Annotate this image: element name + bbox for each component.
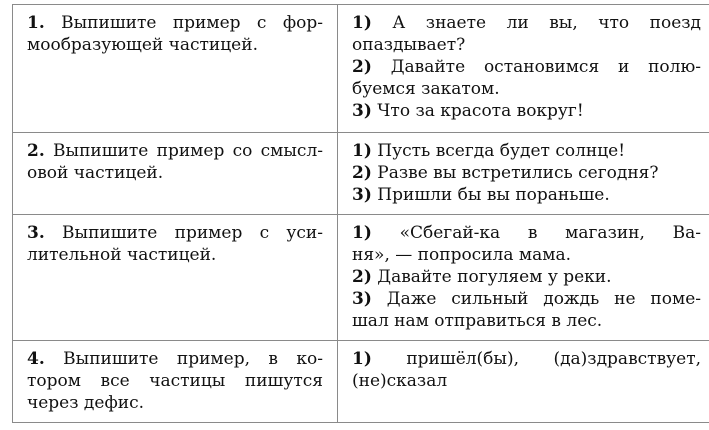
question-line: через дефис. [27,393,145,413]
answer-cell [338,5,709,133]
question-line: 1. Выпишите пример с фор- [27,13,323,33]
answer-option: 3) Даже сильный дождь не поме- [352,289,702,309]
answer-option-cont: опаздывает? [352,35,466,55]
answer-cell [338,215,709,341]
answer-option-cont: (не)сказал [352,371,448,391]
answer-option-cont: ня», — попросила мама. [352,245,571,265]
answer-option-cont: шал нам отправиться в лес. [352,311,603,331]
answer-cell [338,133,709,215]
question-cell [13,215,338,341]
answer-option: 3) Что за красота вокруг! [352,101,584,121]
task-row [13,5,709,133]
question-line: тором все частицы пишутся [27,371,323,391]
answer-option: 1) Пусть всегда будет солнце! [352,141,626,161]
answer-option: 3) Пришли бы вы пораньше. [352,185,610,205]
question-line: 3. Выпишите пример с уси- [27,223,324,243]
task-row [13,215,709,341]
task-row [13,341,709,423]
question-line: овой частицей. [27,163,164,183]
answer-option: 1) «Сбегай-ка в магазин, Ва- [352,223,701,243]
question-cell [13,5,338,133]
question-cell [13,341,338,423]
task-table [12,4,709,423]
question-line: лительной частицей. [27,245,217,265]
answer-option: 2) Разве вы встретились сегодня? [352,163,659,183]
answer-option: 2) Давайте остановимся и полю- [352,57,702,77]
answer-option: 2) Давайте погуляем у реки. [352,267,612,287]
task-row [13,133,709,215]
question-number: 1. [27,13,45,33]
question-number: 4. [27,349,45,369]
question-line: мообразующей частицей. [27,35,258,55]
question-cell [13,133,338,215]
question-number: 3. [27,223,45,243]
answer-option-cont: буемся закатом. [352,79,500,99]
answer-cell [338,341,709,423]
question-line: 2. Выпишите пример со смысл- [27,141,323,161]
question-number: 2. [27,141,45,161]
question-line: 4. Выпишите пример, в ко- [27,349,323,369]
answer-option: 1) пришёл(бы), (да)здравствует, [352,349,702,369]
answer-option: 1) А знаете ли вы, что поезд [352,13,702,33]
